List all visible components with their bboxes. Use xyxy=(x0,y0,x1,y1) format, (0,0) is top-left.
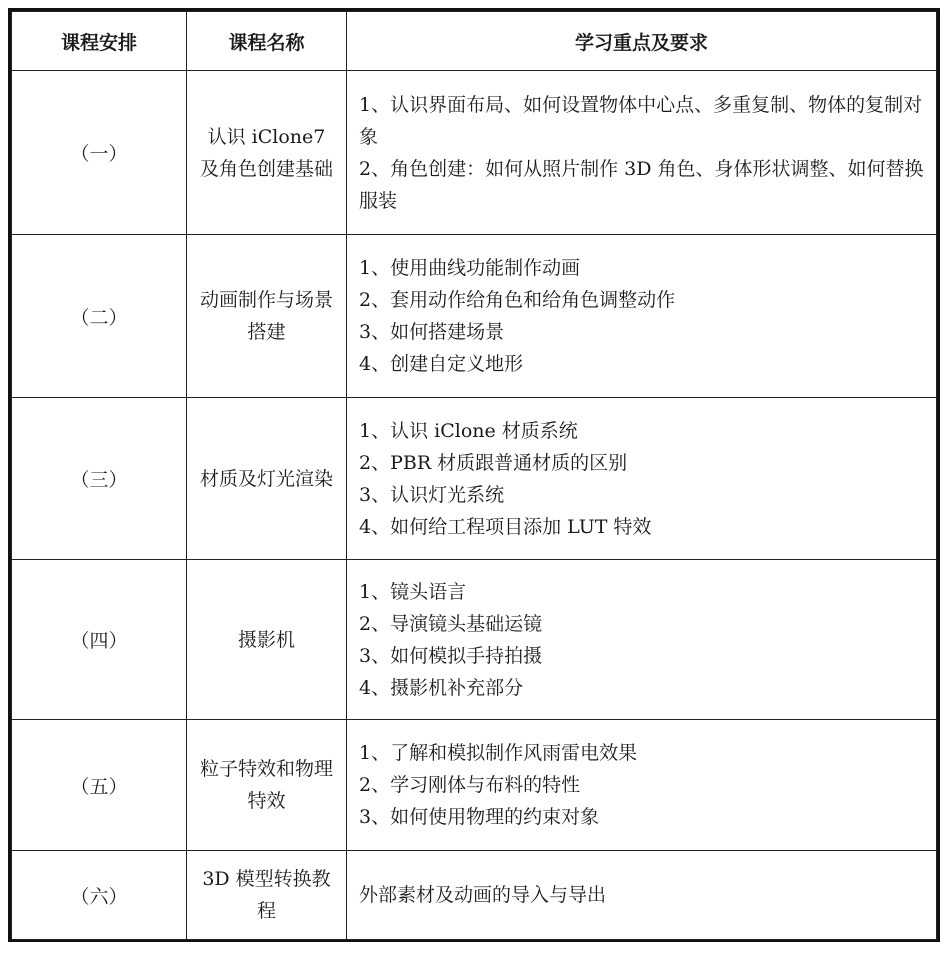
key-point: 2、PBR 材质跟普通材质的区别 xyxy=(359,451,628,474)
table-row xyxy=(12,71,937,235)
key-point: 3、如何模拟手持拍摄 xyxy=(359,644,543,667)
key-point: 1、认识界面布局、如何设置物体中心点、多重复制、物体的复制对象 xyxy=(359,93,923,148)
key-point: 2、角色创建：如何从照片制作 3D 角色、身体形状调整、如何替换服装 xyxy=(359,157,924,212)
course-name-cell: 材质及灯光渲染 xyxy=(187,398,347,560)
key-points-cell xyxy=(347,71,937,235)
arrangement-cell: （四） xyxy=(12,560,187,720)
key-points-cell xyxy=(347,560,937,720)
key-point: 2、套用动作给角色和给角色调整动作 xyxy=(359,289,676,311)
arrangement-cell: （五） xyxy=(12,720,187,851)
key-points-cell xyxy=(347,720,937,851)
key-point: 4、创建自定义地形 xyxy=(359,353,524,375)
course-table-frame xyxy=(8,8,940,942)
key-points-cell xyxy=(347,851,937,940)
course-name-cell: 3D 模型转换教程 xyxy=(187,851,347,940)
table-row xyxy=(12,235,937,398)
table-row xyxy=(12,720,937,851)
key-points-cell xyxy=(347,235,937,398)
key-point: 2、导演镜头基础运镜 xyxy=(359,612,543,635)
key-point: 外部素材及动画的导入与导出 xyxy=(359,884,607,906)
key-point: 2、学习刚体与布料的特性 xyxy=(359,774,581,796)
key-point: 3、如何使用物理的约束对象 xyxy=(359,806,600,828)
header-key-points: 学习重点及要求 xyxy=(347,12,937,71)
course-table xyxy=(11,11,937,940)
arrangement-cell: （二） xyxy=(12,235,187,398)
course-name-cell: 动画制作与场景搭建 xyxy=(187,235,347,398)
course-name-cell: 摄影机 xyxy=(187,560,347,720)
course-name-cell: 认识 iClone7 及角色创建基础 xyxy=(187,71,347,235)
key-point: 1、了解和模拟制作风雨雷电效果 xyxy=(359,742,638,764)
table-header-row xyxy=(12,12,937,71)
header-arrangement: 课程安排 xyxy=(12,12,187,71)
arrangement-cell: （三） xyxy=(12,398,187,560)
table-row xyxy=(12,398,937,560)
key-point: 4、如何给工程项目添加 LUT 特效 xyxy=(359,515,652,538)
key-points-cell xyxy=(347,398,937,560)
key-point: 1、认识 iClone 材质系统 xyxy=(359,419,578,442)
table-row xyxy=(12,560,937,720)
key-point: 1、使用曲线功能制作动画 xyxy=(359,257,581,279)
arrangement-cell: （一） xyxy=(12,71,187,235)
course-name-cell: 粒子特效和物理特效 xyxy=(187,720,347,851)
key-point: 3、认识灯光系统 xyxy=(359,483,505,506)
key-point: 4、摄影机补充部分 xyxy=(359,676,524,699)
header-course-name: 课程名称 xyxy=(187,12,347,71)
table-row xyxy=(12,851,937,940)
key-point: 3、如何搭建场景 xyxy=(359,321,505,343)
key-point: 1、镜头语言 xyxy=(359,580,467,603)
arrangement-cell: （六） xyxy=(12,851,187,940)
